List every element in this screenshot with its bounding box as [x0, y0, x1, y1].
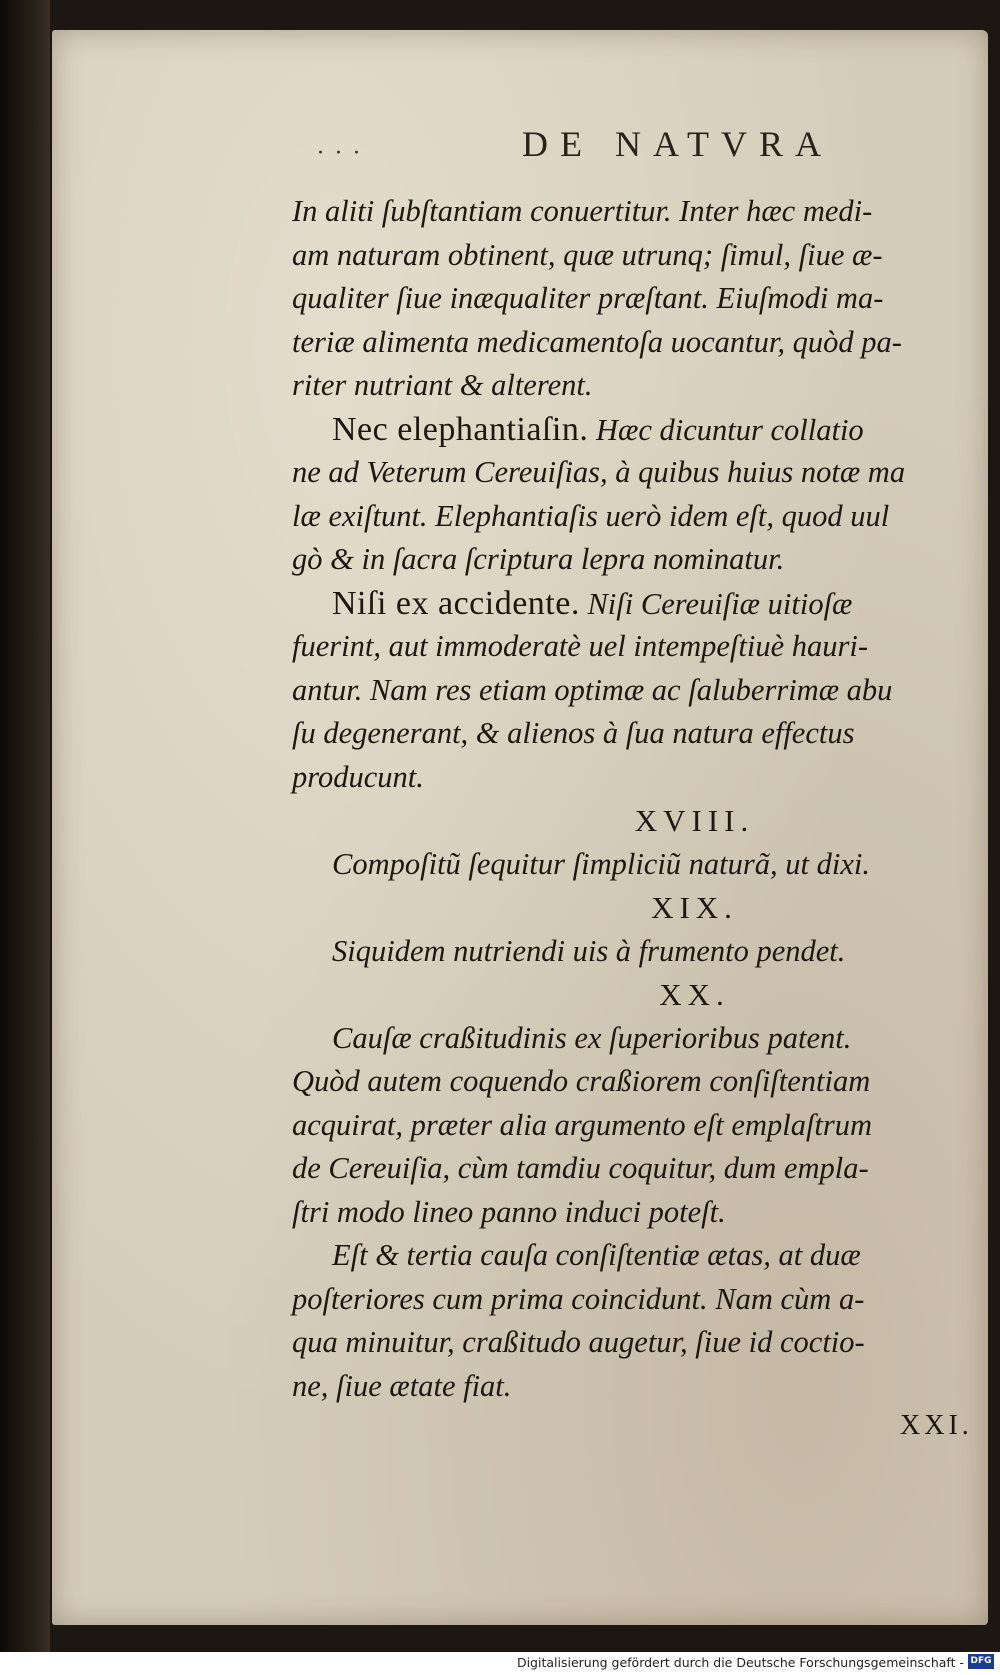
text-line: producunt.	[292, 759, 424, 794]
page-text	[292, 190, 1000, 1408]
running-head	[52, 115, 988, 175]
text-line: ne ad Veterum Cereuiſias, à quibus huius notæ ma	[292, 455, 906, 489]
section-numeral: XX.	[659, 977, 730, 1012]
footer-credit: Digitalisierung gefördert durch die Deutsche Forschungsgemeinschaft -	[516, 1655, 964, 1670]
text-line: Quòd autem coquendo craßiorem conſiſtentiam	[292, 1064, 871, 1098]
text-line: ſu degenerant, & alienos à ſua natura effectus	[292, 716, 855, 750]
text-line: ſtri modo lineo panno induci poteſt.	[292, 1194, 726, 1229]
text-line	[292, 408, 1000, 452]
text-line: læ exiſtunt. Elephantiaſis uerò idem eſt, quod uul	[292, 498, 890, 533]
text-line: teriæ alimenta medicamentoſa uocantur, quòd pa-	[292, 324, 902, 359]
text-line: fuerint, aut immoderatè uel intempeſtiuè hauri-	[292, 629, 869, 663]
text-line: am naturam obtinent, quæ utrunq; ſimul, ſiue æ-	[292, 237, 883, 272]
folio-mark: · · ·	[317, 141, 362, 166]
lemma-heading: Niſi ex accidente.	[332, 584, 580, 622]
section-numeral: XIX.	[651, 890, 738, 925]
footer-bar	[0, 1652, 1000, 1675]
book-page	[52, 30, 988, 1625]
dfg-logo: DFG	[968, 1654, 994, 1669]
text-line: In aliti ſubſtantiam conuertitur. Inter hæc medi-	[292, 194, 873, 228]
text-line: Eſt & tertia cauſa conſiſtentiæ ætas, at duæ	[332, 1238, 861, 1272]
text-line: Siquidem nutriendi uis à frumento pendet.	[332, 933, 846, 968]
lemma-heading: Nec elephantiaſin.	[332, 410, 589, 448]
text-line: Compoſitũ ſequitur ſimpliciũ naturã, ut dixi.	[332, 846, 870, 881]
catchword: XXI.	[900, 1410, 973, 1441]
text-line: gò & in ſacra ſcriptura lepra nominatur.	[292, 542, 785, 576]
text-line: riter nutriant & alterent.	[292, 368, 593, 402]
text-line: qua minuitur, craßitudo augetur, ſiue id coctio-	[292, 1325, 865, 1359]
text-line: ne, ſiue ætate fiat.	[292, 1368, 512, 1403]
text-line: antur. Nam res etiam optimæ ac ſaluberrimæ abu	[292, 672, 893, 707]
text-line: acquirat, præter alia argumento eſt emplaſtrum	[292, 1107, 873, 1142]
running-head-title: DE NATVRA	[522, 124, 833, 164]
section-numeral: XVIII.	[634, 803, 755, 838]
text-line: de Cereuiſia, cùm tamdiu coquitur, dum empla-	[292, 1151, 869, 1185]
text-line	[292, 582, 1000, 626]
text-line: Cauſæ craßitudinis ex ſuperioribus patent.	[332, 1020, 852, 1055]
text-line: qualiter ſiue inæqualiter præſtant. Eiuſmodi ma-	[292, 281, 884, 315]
text-line-content: Niſi Cereuiſiæ uitioſæ	[579, 586, 853, 621]
book-spine-shadow	[0, 0, 50, 1652]
text-line-content: Hæc dicuntur collatio	[588, 412, 864, 447]
text-line: poſteriores cum prima coincidunt. Nam cùm a-	[292, 1281, 865, 1316]
